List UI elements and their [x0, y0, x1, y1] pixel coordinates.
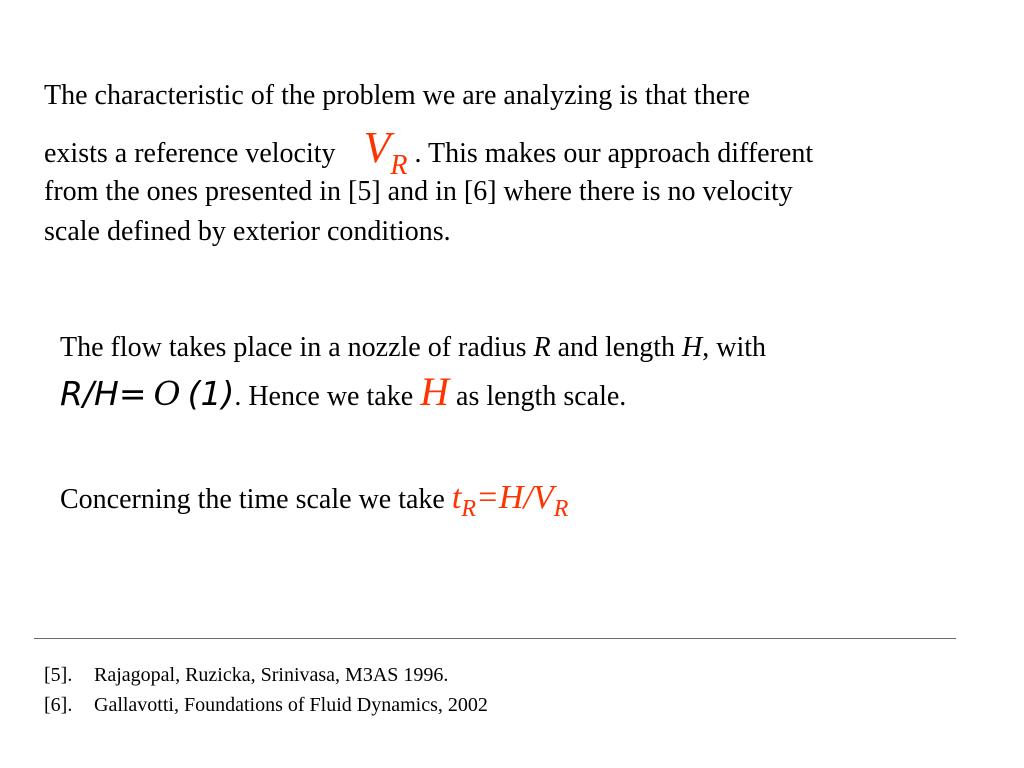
ratio-expression: R/H=: [60, 374, 147, 413]
intro-line-1: The characteristic of the problem we are analyzing is that there: [44, 80, 750, 111]
reference-item: [44, 660, 488, 690]
references-list: [44, 660, 488, 720]
reference-text: Gallavotti, Foundations of Fluid Dynamics, 2002: [94, 694, 488, 716]
time-scale-text: Concerning the time scale we take: [60, 484, 452, 515]
nozzle-line-1: [60, 326, 766, 370]
intro-line-3: from the ones presented in [5] and in [6] where there is no velocity: [44, 176, 793, 207]
time-scale-paragraph: [60, 474, 568, 522]
order-argument: (1): [187, 374, 235, 413]
velocity-symbol-v: V: [363, 123, 391, 172]
nozzle-text-b: and length: [550, 332, 683, 363]
velocity-symbol-subscript: R: [390, 150, 408, 181]
time-formula-subscript: R: [553, 496, 569, 522]
time-scale-formula: [451, 479, 569, 522]
nozzle-paragraph: [60, 326, 766, 414]
nozzle-text-d: . Hence we take: [234, 381, 421, 412]
reference-number: [5].: [44, 664, 73, 686]
length-symbol: H: [682, 332, 703, 363]
radius-symbol: R: [533, 332, 551, 363]
intro-paragraph: [44, 76, 813, 252]
intro-line-4: scale defined by exterior conditions.: [44, 216, 451, 247]
nozzle-text-e: as length scale.: [449, 381, 627, 412]
time-scale-line: [60, 474, 568, 522]
nozzle-text-c: , with: [702, 332, 767, 363]
nozzle-text-a: The flow takes place in a nozzle of radius: [60, 332, 534, 363]
reference-text: Rajagopal, Ruzicka, Srinivasa, M3AS 1996.: [94, 664, 449, 686]
time-symbol-subscript: R: [461, 496, 476, 522]
intro-line-2-start: exists a reference velocity: [44, 138, 336, 169]
reference-number: [6].: [44, 694, 73, 716]
reference-item: [44, 690, 488, 720]
time-formula-body: =H/V: [475, 479, 554, 516]
time-symbol: t: [451, 479, 462, 516]
length-scale-symbol: H: [420, 369, 450, 414]
intro-line-2: [44, 116, 813, 180]
order-symbol: O: [153, 374, 181, 413]
footnote-divider: [34, 638, 956, 639]
nozzle-line-2: [60, 370, 766, 414]
intro-line-2-end: . This makes our approach different: [414, 138, 814, 169]
reference-velocity-symbol: [363, 123, 408, 181]
